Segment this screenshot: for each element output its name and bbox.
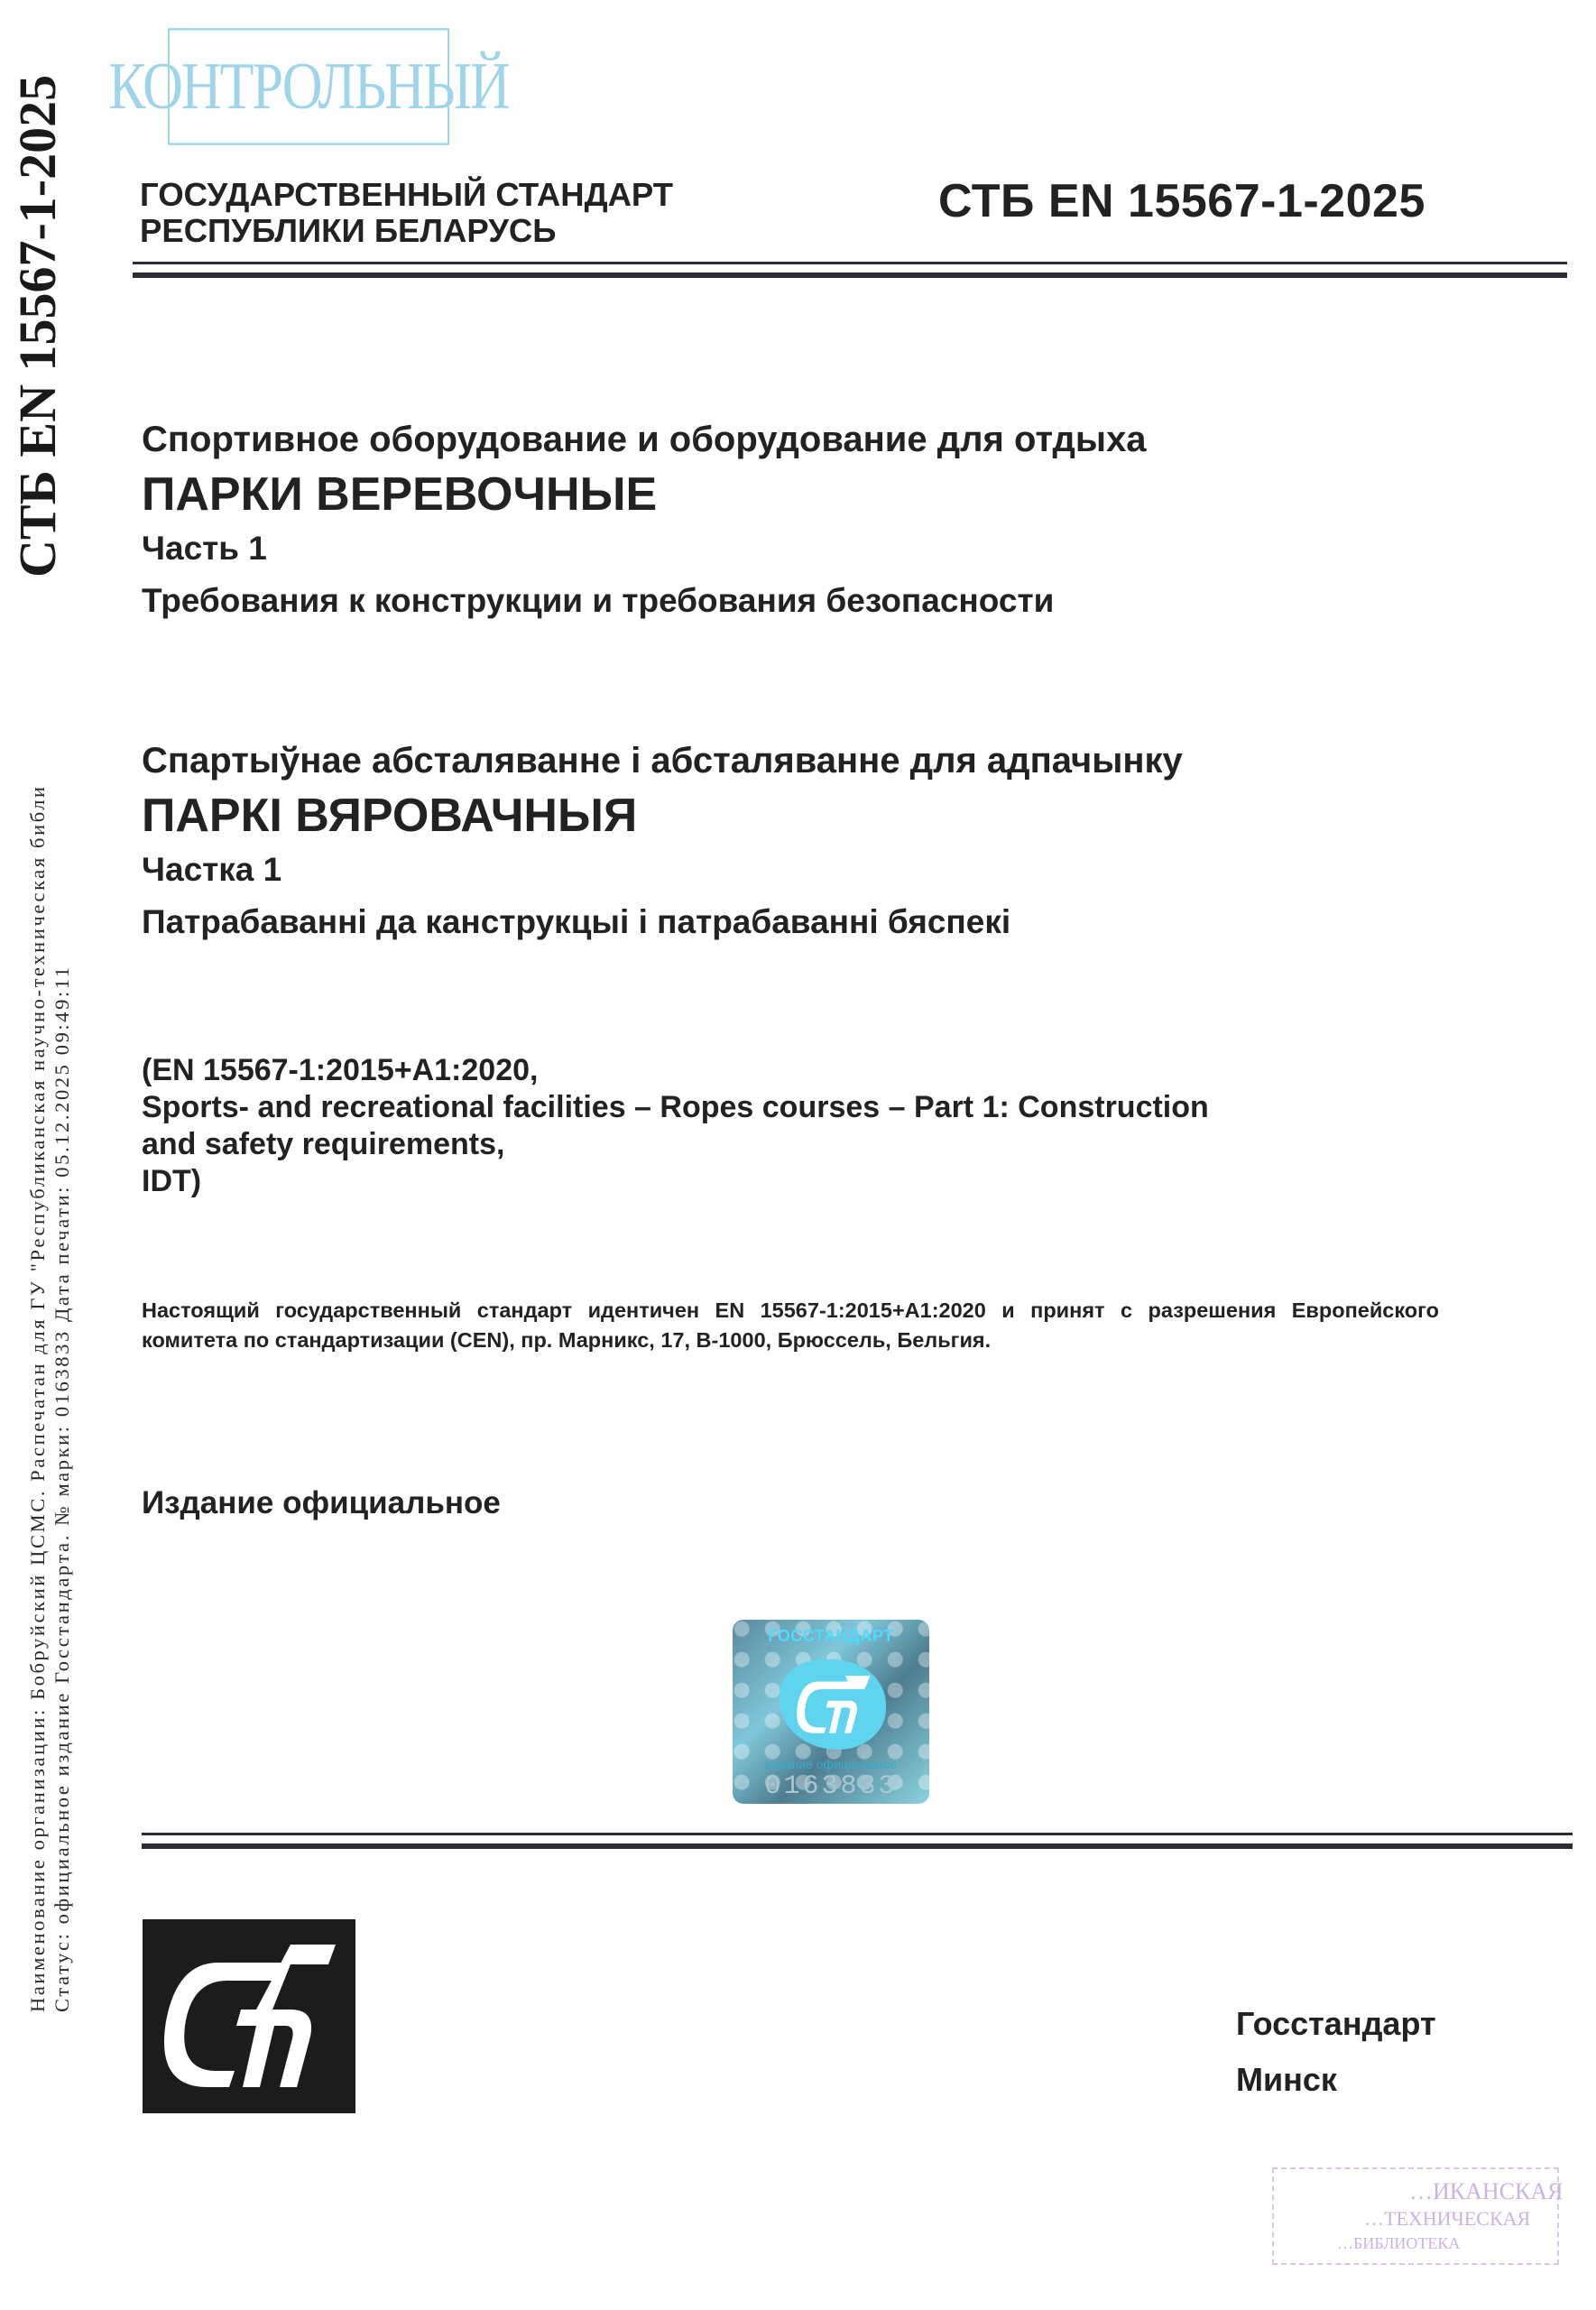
title-block-ru [142,417,1147,624]
header-rule-thin [133,262,1567,264]
adoption-note: Настоящий государственный стандарт идентичен EN 15567-1:2015+A1:2020 и принят с разрешения Европейского комитета по стандартизации (CEN), пр. Марникс, 17, B-1000, Брюссель, Бельгия. [142,1298,1439,1352]
publisher-name: Госстандарт [1236,2005,1436,2042]
edition-label: Издание официальное [142,1485,501,1520]
side-print-metadata [25,605,74,2012]
library-stamp-line2: …ТЕХНИЧЕСКАЯ [1364,2207,1531,2230]
title-ru-part: Часть 1 [142,530,267,567]
footer-rule-thick [142,1843,1573,1849]
title-en-line4: IDT) [142,1164,202,1198]
title-block-by [142,738,1183,946]
title-ru-main: ПАРКИ ВЕРЕВОЧНЫЕ [142,468,658,521]
title-by-subtitle: Патрабаванні да канструкцыі і патрабаванні бяспекі [142,903,1011,940]
hologram-sticker [733,1620,929,1804]
title-en-line2: Sports- and recreational facilities – Ropes courses – Part 1: Construction [142,1090,1209,1124]
print-metadata-line-1: Наименование организации: Бобруйский ЦСМС. Распечатан для ГУ "Республиканская научно-техническая библи [26,784,49,2012]
footer-rule-thin [142,1833,1573,1835]
title-ru-subtitle: Требования к конструкции и требования безопасности [142,582,1055,619]
standard-code: СТБ EN 15567-1-2025 [938,175,1425,227]
hologram-caption: издание официальное [764,1757,898,1771]
print-metadata-line-2: Статус: официальное издание Госстандарта. № марки: 0163833 Дата печати: 05.12.2025 09:49:11 [51,965,73,2012]
library-stamp-line3: …БИБЛИОТЕКА [1337,2234,1461,2252]
title-en-line1: (EN 15567-1:2015+A1:2020, [142,1053,539,1087]
authority-line-1: ГОСУДАРСТВЕННЫЙ СТАНДАРТ [140,176,674,213]
issuing-authority [140,177,673,249]
stb-logo-icon [155,1945,345,2093]
hologram-top-text: ГОССТАНДАРТ [768,1627,894,1645]
title-ru-line1: Спортивное оборудование и оборудование для отдыха [142,420,1147,459]
publisher-city: Минск [1236,2061,1337,2098]
control-copy-stamp: КОНТРОЛЬНЫЙ [168,28,449,145]
side-document-code: СТБ EN 15567-1-2025 [8,74,67,578]
stb-logo-icon [790,1674,873,1737]
header-rule-thick [133,273,1567,278]
title-by-part: Частка 1 [142,851,282,888]
library-stamp-line1: …ИКАНСКАЯ [1409,2178,1564,2204]
library-stamp [1272,2167,1564,2265]
title-by-line1: Спартыўнае абсталяванне і абсталяванне для адпачынку [142,741,1183,781]
title-by-main: ПАРКІ ВЯРОВАЧНЫЯ [142,790,638,842]
stb-logo [143,1919,355,2113]
title-block-en [142,1052,1209,1200]
authority-line-2: РЕСПУБЛИКИ БЕЛАРУСЬ [140,212,557,249]
hologram-serial-number: 0163833 [764,1771,898,1802]
title-en-line3: and safety requirements, [142,1127,505,1161]
